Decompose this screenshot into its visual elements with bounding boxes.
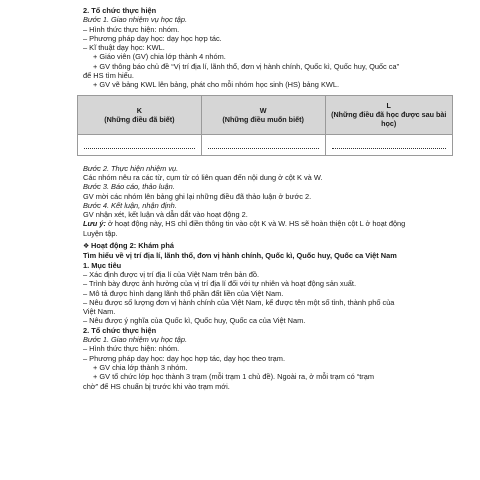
- text-line: Các nhóm nêu ra các từ, cụm từ có liên quan đến nội dung ở cột K và W.: [83, 172, 323, 182]
- sub-item-continued: để HS tìm hiểu.: [83, 71, 134, 81]
- kwl-column-w: [201, 95, 325, 134]
- column-letter: L: [386, 101, 391, 111]
- objective-item: – Nêu được ý nghĩa của Quốc kì, Quốc huy, Quốc ca của Việt Nam.: [83, 316, 306, 326]
- kwl-table: [77, 95, 453, 156]
- note: [83, 219, 452, 228]
- column-description: (Những điều muốn biết): [222, 114, 304, 124]
- column-letter: K: [136, 105, 142, 115]
- column-description: (Những điều đã biết): [104, 114, 175, 124]
- text-line: – Kĩ thuật dạy học: KWL.: [83, 43, 165, 53]
- kwl-cell-l: [325, 134, 453, 155]
- note-text: ở hoạt động này, HS chỉ điền thông tin vào cột K và W. HS sẽ hoàn thiện cột L ở hoạt động: [105, 219, 406, 229]
- step-1-label: Bước 1. Giao nhiệm vụ học tập.: [83, 335, 188, 345]
- sub-item: + Giáo viên (GV) chia lớp thành 4 nhóm.: [93, 52, 226, 62]
- text-line: GV mời các nhóm lên bảng ghi lại những điều đã thảo luận ở bước 2.: [83, 191, 312, 201]
- column-description: (Những điều đã học được sau bài học): [331, 110, 447, 129]
- kwl-column-l: [325, 95, 453, 134]
- diamond-bullet-icon: ❖: [83, 243, 90, 251]
- sub-item: + GV chia lớp thành 3 nhóm.: [93, 362, 188, 372]
- text-line: – Hình thức thực hiện: nhóm.: [83, 24, 180, 34]
- activity-subtitle: Tìm hiểu về vị trí địa lí, lãnh thổ, đơn vị hành chính, Quốc kì, Quốc huy, Quốc ca Việt Nam: [83, 251, 397, 261]
- kwl-column-k: [78, 95, 202, 134]
- sub-item: + GV thông báo chủ đề “Vị trí địa lí, lãnh thổ, đơn vị hành chính, Quốc kì, Quốc huy, Quốc ca”: [93, 61, 400, 71]
- section-heading: 2. Tổ chức thực hiện: [83, 325, 157, 335]
- objective-item: – Nêu được số lượng đơn vị hành chính của Việt Nam, kể được tên một số tỉnh, thành phố của: [83, 297, 395, 307]
- text-line: – Phương pháp dạy học: dạy học hợp tác.: [83, 33, 222, 43]
- text-line: GV nhận xét, kết luận và dẫn dắt vào hoạt động 2.: [83, 210, 248, 220]
- step-2-label: Bước 2. Thực hiện nhiệm vụ.: [83, 163, 179, 173]
- column-letter: W: [259, 105, 267, 115]
- section-heading: 2. Tổ chức thực hiện: [83, 6, 157, 15]
- objectives-heading: 1. Mục tiêu: [83, 260, 122, 270]
- step-3-label: Bước 3. Báo cáo, thảo luận.: [83, 182, 175, 192]
- step-1-label: Bước 1. Giao nhiệm vụ học tập.: [83, 15, 188, 25]
- step-4-label: Bước 4. Kết luận, nhận định.: [83, 200, 177, 210]
- kwl-header-row: [78, 95, 453, 134]
- text-line: – Phương pháp dạy học: dạy học hợp tác, dạy học theo trạm.: [83, 353, 285, 363]
- sub-item: + GV vẽ bảng KWL lên bảng, phát cho mỗi nhóm học sinh (HS) bảng KWL.: [93, 80, 340, 90]
- objective-item: – Trình bày được ảnh hưởng của vị trí địa lí đối với tự nhiên và hoạt động sản xuất.: [83, 279, 357, 289]
- note-label: Lưu ý:: [83, 219, 106, 229]
- kwl-cell-w: [201, 134, 325, 155]
- text-line: – Hình thức thực hiện: nhóm.: [83, 344, 180, 354]
- note-continued: Luyện tập.: [83, 228, 118, 238]
- sub-item: + GV tổ chức lớp học thành 3 trạm (mỗi trạm 1 chủ đề). Ngoài ra, ở mỗi trạm có “trạm: [93, 372, 375, 382]
- objective-item-continued: Việt Nam.: [83, 307, 116, 317]
- sub-item-continued: chờ” để HS chuẩn bị trước khi vào trạm mới.: [83, 381, 230, 391]
- objective-item: – Mô tả được hình dạng lãnh thổ phần đất liền của Việt Nam.: [83, 288, 284, 298]
- kwl-body-row: [78, 134, 453, 155]
- activity-title: ❖ Hoạt động 2: Khám phá: [83, 241, 174, 251]
- kwl-cell-k: [78, 134, 202, 155]
- objective-item: – Xác định được vị trí địa lí của Việt Nam trên bản đồ.: [83, 269, 260, 279]
